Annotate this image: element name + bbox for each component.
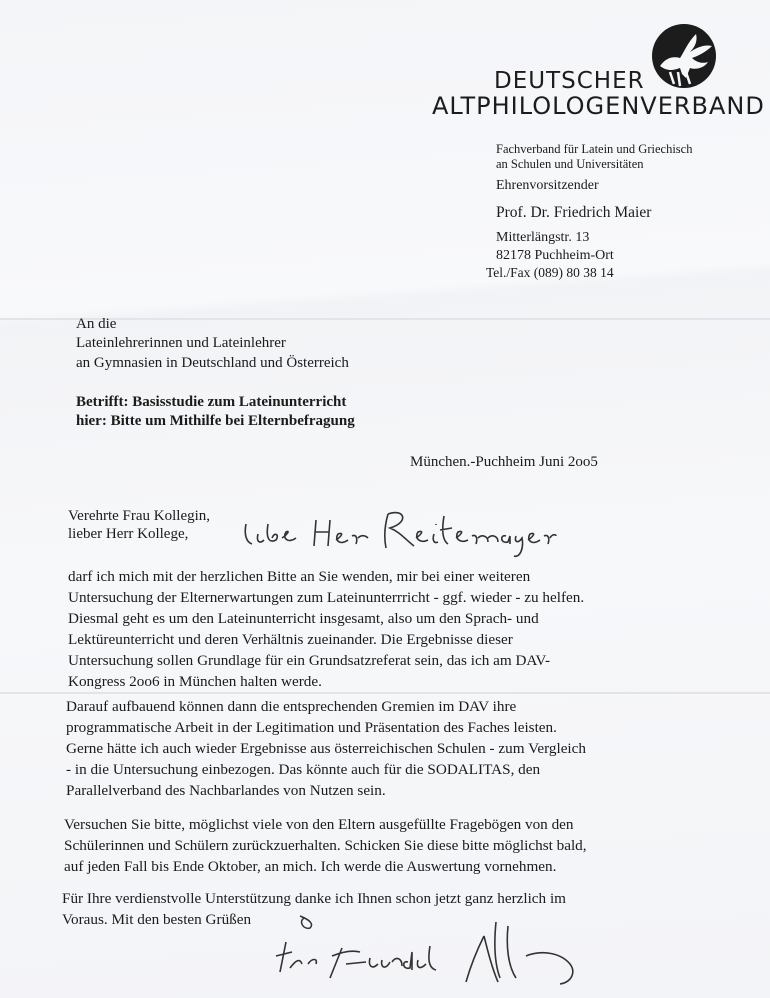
- paragraph-line: - in die Untersuchung einbezogen. Das könnte auch für die SODALITAS, den: [66, 761, 541, 778]
- salutation-line: Verehrte Frau Kollegin,: [68, 508, 211, 524]
- paragraph-line: Lektüreunterricht und deren Verhältnis zueinander. Die Ergebnisse dieser: [68, 631, 513, 648]
- sender-street: Mitterlängstr. 13: [496, 230, 590, 245]
- org-subtitle: an Schulen und Universitäten: [496, 157, 644, 171]
- handwritten-greeting: [238, 494, 558, 564]
- recipient-line: An die: [76, 316, 117, 332]
- sender-city: 82178 Puchheim-Ort: [496, 248, 614, 263]
- paragraph-line: darf ich mich mit der herzlichen Bitte an Sie wenden, mir bei einer weiteren: [68, 568, 531, 585]
- paragraph-line: Kongress 2oo6 in München halten werde.: [68, 673, 322, 690]
- paragraph-line: auf jeden Fall bis Ende Oktober, an mich. Ich werde die Auswertung vornehmen.: [64, 858, 557, 875]
- sender-phone: Tel./Fax (089) 80 38 14: [486, 265, 614, 280]
- subject-line: Betrifft: Basisstudie zum Lateinunterricht: [76, 394, 347, 410]
- body-paragraph: [66, 696, 680, 801]
- org-subtitle: Fachverband für Latein und Griechisch: [496, 142, 693, 156]
- body-paragraph: [64, 814, 678, 877]
- sender-name: Prof. Dr. Friedrich Maier: [496, 204, 652, 221]
- sender-role: Ehrenvorsitzender: [496, 178, 599, 193]
- salutation-line: lieber Herr Kollege,: [68, 526, 189, 542]
- paragraph-line: Diesmal geht es um den Lateinunterricht insgesamt, also um den Sprach- und: [68, 610, 539, 627]
- paragraph-line: Darauf aufbauend können dann die entsprechenden Gremien im DAV ihre: [66, 698, 517, 715]
- fold-line: [0, 692, 770, 694]
- paragraph-line: Gerne hätte ich auch wieder Ergebnisse aus österreichischen Schulen - zum Vergleich: [66, 740, 586, 757]
- org-name-line2: ALTPHILOLOGENVERBAND: [432, 92, 765, 120]
- paragraph-line: programmatische Arbeit in der Legitimation und Präsentation des Faches leisten.: [66, 719, 557, 736]
- recipient-line: an Gymnasien in Deutschland und Österreich: [76, 355, 349, 371]
- paragraph-line: Parallelverband des Nachbarlandes von Nutzen sein.: [66, 782, 386, 799]
- org-name-line1: DEUTSCHER: [494, 68, 645, 94]
- body-paragraph: [68, 566, 680, 692]
- recipient-line: Lateinlehrerinnen und Lateinlehrer: [76, 335, 286, 351]
- subject-line: hier: Bitte um Mithilfe bei Elternbefragung: [76, 413, 355, 429]
- pegasus-logo-icon: [640, 22, 724, 96]
- handwritten-signature: [270, 912, 610, 994]
- paragraph-line: Versuchen Sie bitte, möglichst viele von den Eltern ausgefüllte Fragebögen von den: [64, 816, 574, 833]
- paragraph-line: Untersuchung sollen Grundlage für ein Grundsatzreferat sein, das ich am DAV-: [68, 652, 551, 669]
- place-date: München.-Puchheim Juni 2oo5: [410, 454, 598, 470]
- paragraph-line: Schülerinnen und Schülern zurückzuerhalten. Schicken Sie diese bitte möglichst bald,: [64, 837, 587, 854]
- paragraph-line: Für Ihre verdienstvolle Unterstützung danke ich Ihnen schon jetzt ganz herzlich im: [62, 890, 566, 907]
- paragraph-line: Voraus. Mit den besten Grüßen: [62, 911, 252, 928]
- paragraph-line: Untersuchung der Elternerwartungen zum Lateinunterrricht - ggf. wieder - zu helfen.: [68, 589, 585, 606]
